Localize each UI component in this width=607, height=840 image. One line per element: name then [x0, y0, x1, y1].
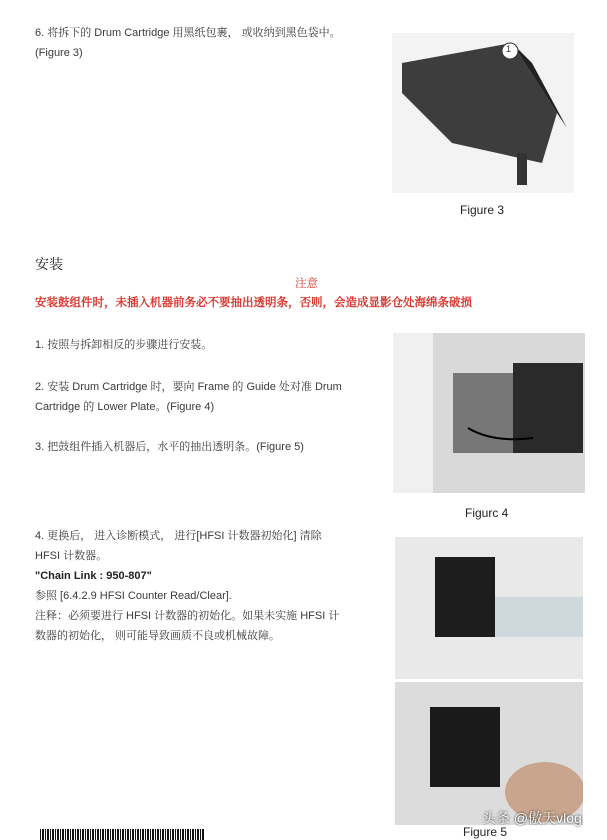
notice-text: 安装鼓组件时，未插入机器前务必不要抽出透明条，否则，会造成显影仓处海绵条破损 [35, 295, 472, 309]
notice-title: 注意 [295, 276, 318, 290]
figure5-image-top [395, 537, 583, 679]
step3: 3. 把鼓组件插入机器后，水平的抽出透明条。(Figure 5) [35, 441, 304, 453]
step2-line2: Cartridge 的 Lower Plate。(Figure 4) [35, 401, 215, 413]
figure4-image [393, 333, 585, 493]
note-line2: 数器的初始化， 则可能导致画质不良或机械故障。 [35, 630, 281, 642]
watermark: 头条 @傲天vlog [482, 810, 582, 826]
callout-number: 1 [506, 44, 512, 54]
step1: 1. 按照与拆卸相反的步骤进行安装。 [35, 339, 213, 351]
barcode [40, 829, 205, 840]
chain-link: "Chain Link : 950-807" [35, 570, 152, 582]
figure4-caption: Figurc 4 [465, 506, 509, 520]
figure3-caption: Figure 3 [460, 203, 505, 217]
install-heading: 安装 [35, 256, 63, 272]
step2-line1: 2. 安装 Drum Cartridge 时，要向 Frame 的 Guide 处对准 Drum [35, 381, 342, 393]
step6-line1: 6. 将拆下的 Drum Cartridge 用黑纸包裹， 或收纳到黑色袋中。 [35, 27, 341, 39]
figure3-image [392, 33, 574, 193]
note-line1: 注释：必须要进行 HFSI 计数器的初始化。如果未实施 HFSI 计 [35, 610, 340, 622]
step4-line1: 4. 更换后， 进入诊断模式， 进行[HFSI 计数器初始化] 清除 [35, 530, 322, 542]
figure5-image-bottom [395, 682, 583, 825]
step6-line2: (Figure 3) [35, 47, 83, 59]
reference: 参照 [6.4.2.9 HFSI Counter Read/Clear]. [35, 590, 232, 602]
step4-line2: HFSI 计数器。 [35, 550, 108, 562]
figure5-caption: Figure 5 [463, 825, 508, 839]
